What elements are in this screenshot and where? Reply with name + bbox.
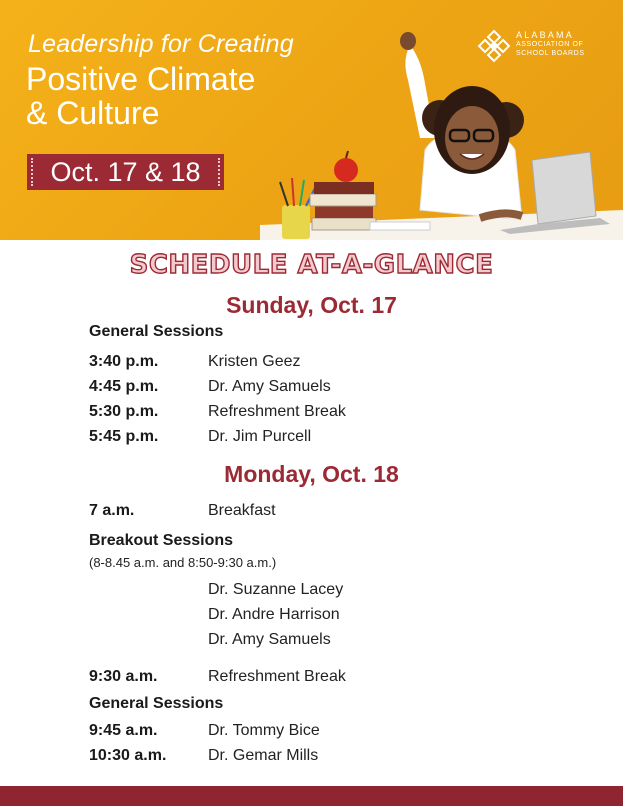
logo-line-2: ASSOCIATION OF [516, 41, 584, 48]
monday-heading: Monday, Oct. 18 [224, 461, 399, 487]
banner-tagline: Leadership for Creating [28, 30, 294, 58]
monday-general-sessions-heading: General Sessions [89, 695, 224, 712]
student-desk-photo [260, 20, 623, 240]
monday-break-time: 9:30 a.m. [89, 668, 158, 685]
sunday-event-1: Kristen Geez [208, 353, 301, 370]
sunday-event-4: Dr. Jim Purcell [208, 428, 312, 445]
event-dates: Oct. 17 & 18 [50, 156, 201, 187]
header-banner [0, 0, 623, 240]
breakout-sessions-times: (8-8.45 a.m. and 8:50-9:30 a.m.) [89, 555, 277, 570]
monday-breakfast-time: 7 a.m. [89, 502, 135, 519]
sunday-event-2: Dr. Amy Samuels [208, 378, 331, 395]
sunday-event-3: Refreshment Break [208, 403, 346, 420]
banner-title-line-1: Positive Climate [26, 61, 256, 97]
monday-time-1: 9:45 a.m. [89, 722, 158, 739]
footer-bar [0, 786, 623, 806]
monday-break-event: Refreshment Break [208, 668, 346, 685]
apple-icon [334, 151, 358, 182]
notebook-icon [370, 222, 430, 230]
book-stack-icon [310, 182, 376, 230]
logo-line-3: SCHOOL BOARDS [516, 50, 585, 57]
sunday-time-4: 5:45 p.m. [89, 428, 159, 445]
breakout-speaker-2: Dr. Andre Harrison [208, 606, 340, 623]
schedule-title: SCHEDULE AT-A-GLANCE [129, 250, 494, 280]
breakout-speaker-1: Dr. Suzanne Lacey [208, 581, 344, 598]
sunday-time-1: 3:40 p.m. [89, 353, 159, 370]
sunday-time-3: 5:30 p.m. [89, 403, 159, 420]
logo-line-1: ALABAMA [516, 30, 574, 40]
monday-time-2: 10:30 a.m. [89, 747, 167, 764]
breakout-sessions-heading: Breakout Sessions [89, 532, 234, 549]
sunday-general-sessions-heading: General Sessions [89, 323, 224, 340]
monday-event-2: Dr. Gemar Mills [208, 747, 319, 764]
breakout-speaker-3: Dr. Amy Samuels [208, 631, 331, 648]
sunday-time-2: 4:45 p.m. [89, 378, 159, 395]
event-dates-badge [27, 154, 224, 190]
monday-event-1: Dr. Tommy Bice [208, 722, 320, 739]
sunday-heading: Sunday, Oct. 17 [226, 292, 397, 318]
student-figure [400, 32, 524, 220]
banner-title-line-2: & Culture [26, 95, 160, 131]
monday-breakfast-event: Breakfast [208, 502, 276, 519]
